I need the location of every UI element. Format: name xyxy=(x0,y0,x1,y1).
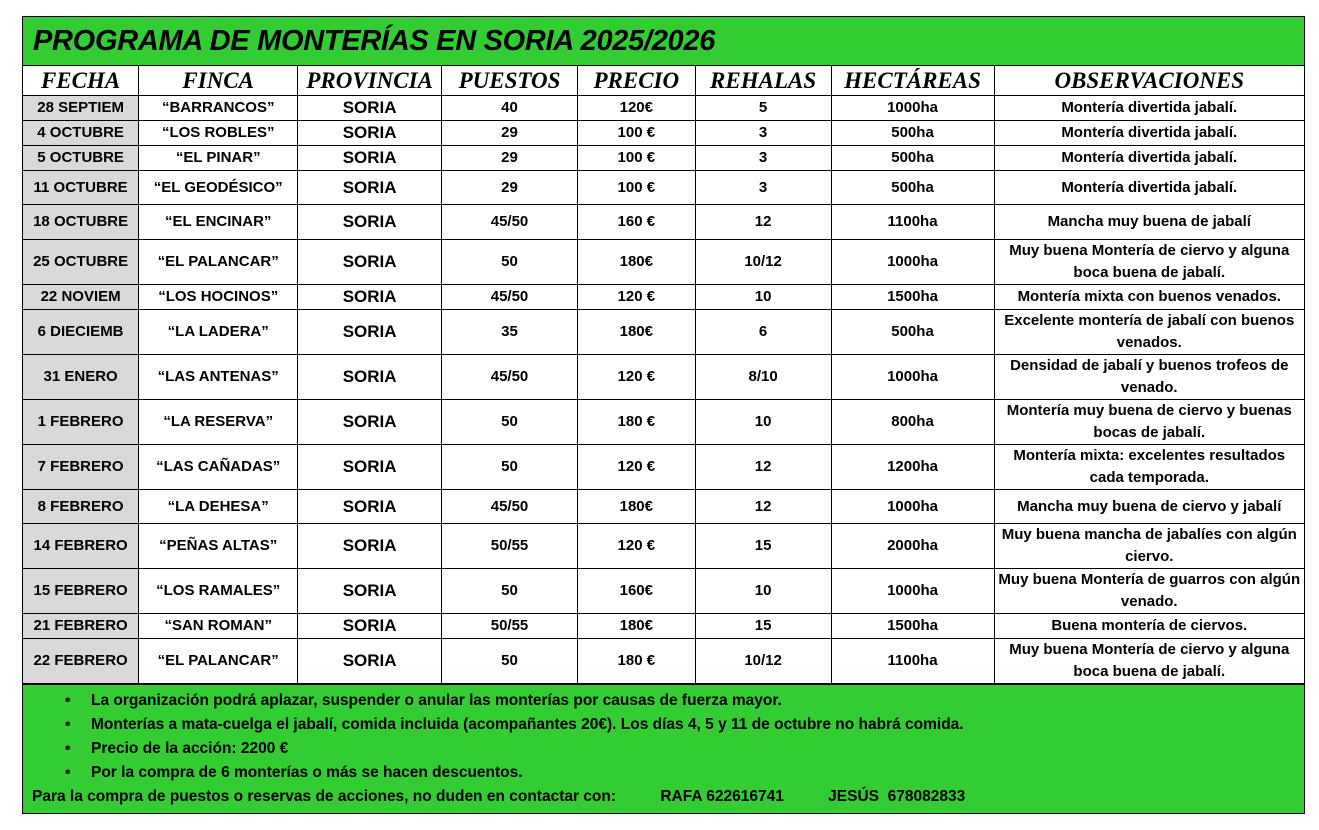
cell-hectareas: 1200ha xyxy=(831,445,994,490)
cell-fecha: 15 FEBRERO xyxy=(23,569,139,614)
cell-finca: “LA DEHESA” xyxy=(139,490,298,524)
header-rehalas: REHALAS xyxy=(695,66,831,96)
table-row xyxy=(23,490,1304,524)
table-row xyxy=(23,639,1304,684)
table-row xyxy=(23,310,1304,355)
contact-line xyxy=(23,785,1304,809)
cell-precio: 120 € xyxy=(577,445,695,490)
cell-rehalas: 8/10 xyxy=(695,355,831,400)
cell-hectareas: 1000ha xyxy=(831,240,994,285)
cell-precio: 180€ xyxy=(577,240,695,285)
cell-fecha: 4 OCTUBRE xyxy=(23,121,139,146)
header-finca: FINCA xyxy=(139,66,298,96)
cell-precio: 180 € xyxy=(577,400,695,445)
cell-observaciones: Muy buena Montería de ciervo y alguna boca buena de jabalí. xyxy=(994,639,1304,684)
cell-provincia: SORIA xyxy=(298,285,442,310)
cell-observaciones: Montería muy buena de ciervo y buenas bocas de jabalí. xyxy=(994,400,1304,445)
footer-notes xyxy=(23,684,1304,813)
header-row xyxy=(23,66,1304,96)
cell-observaciones: Mancha muy buena de ciervo y jabalí xyxy=(994,490,1304,524)
cell-hectareas: 500ha xyxy=(831,310,994,355)
cell-finca: “EL PALANCAR” xyxy=(139,240,298,285)
cell-rehalas: 3 xyxy=(695,146,831,171)
cell-hectareas: 1000ha xyxy=(831,355,994,400)
bullet-icon: • xyxy=(65,716,71,733)
cell-precio: 100 € xyxy=(577,146,695,171)
cell-finca: “LAS CAÑADAS” xyxy=(139,445,298,490)
table-row xyxy=(23,445,1304,490)
cell-fecha: 5 OCTUBRE xyxy=(23,146,139,171)
cell-puestos: 29 xyxy=(442,171,578,205)
cell-hectareas: 500ha xyxy=(831,171,994,205)
cell-finca: “LA LADERA” xyxy=(139,310,298,355)
table-row xyxy=(23,240,1304,285)
cell-precio: 180€ xyxy=(577,614,695,639)
cell-fecha: 8 FEBRERO xyxy=(23,490,139,524)
cell-rehalas: 12 xyxy=(695,205,831,240)
cell-provincia: SORIA xyxy=(298,205,442,240)
cell-provincia: SORIA xyxy=(298,355,442,400)
cell-provincia: SORIA xyxy=(298,490,442,524)
cell-rehalas: 3 xyxy=(695,121,831,146)
cell-observaciones: Muy buena Montería de guarros con algún venado. xyxy=(994,569,1304,614)
cell-provincia: SORIA xyxy=(298,639,442,684)
cell-puestos: 35 xyxy=(442,310,578,355)
cell-provincia: SORIA xyxy=(298,569,442,614)
bullet-icon: • xyxy=(65,740,71,757)
cell-hectareas: 1000ha xyxy=(831,96,994,121)
cell-hectareas: 500ha xyxy=(831,146,994,171)
cell-finca: “SAN ROMAN” xyxy=(139,614,298,639)
cell-hectareas: 1000ha xyxy=(831,569,994,614)
cell-precio: 180 € xyxy=(577,639,695,684)
cell-hectareas: 2000ha xyxy=(831,524,994,569)
cell-provincia: SORIA xyxy=(298,310,442,355)
table-row xyxy=(23,205,1304,240)
cell-puestos: 50/55 xyxy=(442,614,578,639)
cell-observaciones: Muy buena mancha de jabalíes con algún ciervo. xyxy=(994,524,1304,569)
cell-puestos: 50 xyxy=(442,240,578,285)
cell-observaciones: Mancha muy buena de jabalí xyxy=(994,205,1304,240)
cell-rehalas: 10/12 xyxy=(695,240,831,285)
table-row xyxy=(23,355,1304,400)
cell-finca: “LA RESERVA” xyxy=(139,400,298,445)
contact-rafa: RAFA 622616741 xyxy=(660,788,784,805)
cell-puestos: 45/50 xyxy=(442,490,578,524)
cell-observaciones: Montería mixta con buenos venados. xyxy=(994,285,1304,310)
cell-fecha: 22 NOVIEM xyxy=(23,285,139,310)
cell-puestos: 29 xyxy=(442,146,578,171)
cell-finca: “LOS ROBLES” xyxy=(139,121,298,146)
cell-hectareas: 1100ha xyxy=(831,205,994,240)
cell-fecha: 28 SEPTIEM xyxy=(23,96,139,121)
cell-provincia: SORIA xyxy=(298,240,442,285)
cell-fecha: 22 FEBRERO xyxy=(23,639,139,684)
cell-puestos: 50/55 xyxy=(442,524,578,569)
cell-puestos: 50 xyxy=(442,639,578,684)
contact-text: Para la compra de puestos o reservas de acciones, no duden en contactar con: xyxy=(32,788,617,805)
table-row xyxy=(23,569,1304,614)
cell-finca: “LOS HOCINOS” xyxy=(139,285,298,310)
cell-finca: “PEÑAS ALTAS” xyxy=(139,524,298,569)
cell-puestos: 50 xyxy=(442,445,578,490)
cell-observaciones: Montería divertida jabalí. xyxy=(994,171,1304,205)
contact-jesus: JESÚS 678082833 xyxy=(828,788,966,805)
cell-rehalas: 6 xyxy=(695,310,831,355)
cell-rehalas: 5 xyxy=(695,96,831,121)
cell-provincia: SORIA xyxy=(298,445,442,490)
cell-observaciones: Excelente montería de jabalí con buenos venados. xyxy=(994,310,1304,355)
cell-provincia: SORIA xyxy=(298,614,442,639)
cell-finca: “EL ENCINAR” xyxy=(139,205,298,240)
cell-puestos: 50 xyxy=(442,569,578,614)
cell-observaciones: Muy buena Montería de ciervo y alguna boca buena de jabalí. xyxy=(994,240,1304,285)
cell-provincia: SORIA xyxy=(298,400,442,445)
cell-fecha: 18 OCTUBRE xyxy=(23,205,139,240)
header-provincia: PROVINCIA xyxy=(298,66,442,96)
cell-fecha: 7 FEBRERO xyxy=(23,445,139,490)
cell-hectareas: 1500ha xyxy=(831,614,994,639)
table-row xyxy=(23,96,1304,121)
cell-hectareas: 500ha xyxy=(831,121,994,146)
table-row xyxy=(23,524,1304,569)
bullet-icon: • xyxy=(65,764,71,781)
cell-fecha: 21 FEBRERO xyxy=(23,614,139,639)
cell-rehalas: 12 xyxy=(695,490,831,524)
cell-precio: 160 € xyxy=(577,205,695,240)
header-observaciones: OBSERVACIONES xyxy=(994,66,1304,96)
table-row xyxy=(23,171,1304,205)
cell-finca: “BARRANCOS” xyxy=(139,96,298,121)
cell-puestos: 45/50 xyxy=(442,205,578,240)
cell-precio: 160€ xyxy=(577,569,695,614)
schedule-table xyxy=(23,66,1304,684)
cell-puestos: 50 xyxy=(442,400,578,445)
cell-finca: “EL PALANCAR” xyxy=(139,639,298,684)
title-bar xyxy=(23,17,1304,66)
cell-observaciones: Buena montería de ciervos. xyxy=(994,614,1304,639)
header-puestos: PUESTOS xyxy=(442,66,578,96)
cell-provincia: SORIA xyxy=(298,121,442,146)
cell-fecha: 14 FEBRERO xyxy=(23,524,139,569)
cell-rehalas: 10 xyxy=(695,285,831,310)
cell-hectareas: 1500ha xyxy=(831,285,994,310)
cell-provincia: SORIA xyxy=(298,524,442,569)
table-row xyxy=(23,400,1304,445)
cell-puestos: 40 xyxy=(442,96,578,121)
cell-finca: “LAS ANTENAS” xyxy=(139,355,298,400)
bullet-icon: • xyxy=(65,692,71,709)
cell-precio: 120 € xyxy=(577,355,695,400)
cell-hectareas: 1100ha xyxy=(831,639,994,684)
cell-rehalas: 3 xyxy=(695,171,831,205)
cell-rehalas: 12 xyxy=(695,445,831,490)
program-sheet xyxy=(22,16,1305,814)
cell-observaciones: Montería divertida jabalí. xyxy=(994,146,1304,171)
header-fecha: FECHA xyxy=(23,66,139,96)
note-item: • Monterías a mata-cuelga el jabalí, comida incluida (acompañantes 20€). Los días 4, 5 y 11 de octubre no habrá comida. xyxy=(65,713,1304,737)
cell-precio: 120 € xyxy=(577,524,695,569)
cell-rehalas: 15 xyxy=(695,614,831,639)
cell-provincia: SORIA xyxy=(298,171,442,205)
cell-precio: 120 € xyxy=(577,285,695,310)
cell-puestos: 29 xyxy=(442,121,578,146)
cell-precio: 100 € xyxy=(577,171,695,205)
cell-observaciones: Montería divertida jabalí. xyxy=(994,121,1304,146)
cell-fecha: 25 OCTUBRE xyxy=(23,240,139,285)
cell-rehalas: 10 xyxy=(695,400,831,445)
cell-fecha: 1 FEBRERO xyxy=(23,400,139,445)
table-row xyxy=(23,285,1304,310)
cell-rehalas: 15 xyxy=(695,524,831,569)
cell-hectareas: 800ha xyxy=(831,400,994,445)
note-item: • La organización podrá aplazar, suspender o anular las monterías por causas de fuerza mayor. xyxy=(65,689,1304,713)
table-row xyxy=(23,121,1304,146)
note-item: • Precio de la acción: 2200 € xyxy=(65,737,1304,761)
table-row xyxy=(23,146,1304,171)
cell-observaciones: Montería divertida jabalí. xyxy=(994,96,1304,121)
cell-precio: 180€ xyxy=(577,490,695,524)
cell-fecha: 11 OCTUBRE xyxy=(23,171,139,205)
cell-fecha: 31 ENERO xyxy=(23,355,139,400)
cell-observaciones: Densidad de jabalí y buenos trofeos de venado. xyxy=(994,355,1304,400)
cell-precio: 180€ xyxy=(577,310,695,355)
header-hectareas: HECTÁREAS xyxy=(831,66,994,96)
cell-provincia: SORIA xyxy=(298,96,442,121)
cell-rehalas: 10/12 xyxy=(695,639,831,684)
note-item: • Por la compra de 6 monterías o más se hacen descuentos. xyxy=(65,761,1304,785)
cell-fecha: 6 DIECIEMB xyxy=(23,310,139,355)
cell-observaciones: Montería mixta: excelentes resultados cada temporada. xyxy=(994,445,1304,490)
cell-rehalas: 10 xyxy=(695,569,831,614)
page-title: PROGRAMA DE MONTERÍAS EN SORIA 2025/2026 xyxy=(33,24,716,57)
cell-puestos: 45/50 xyxy=(442,355,578,400)
cell-hectareas: 1000ha xyxy=(831,490,994,524)
table-row xyxy=(23,614,1304,639)
cell-finca: “LOS RAMALES” xyxy=(139,569,298,614)
cell-finca: “EL PINAR” xyxy=(139,146,298,171)
cell-provincia: SORIA xyxy=(298,146,442,171)
cell-puestos: 45/50 xyxy=(442,285,578,310)
cell-finca: “EL GEODÉSICO” xyxy=(139,171,298,205)
cell-precio: 120€ xyxy=(577,96,695,121)
cell-precio: 100 € xyxy=(577,121,695,146)
header-precio: PRECIO xyxy=(577,66,695,96)
